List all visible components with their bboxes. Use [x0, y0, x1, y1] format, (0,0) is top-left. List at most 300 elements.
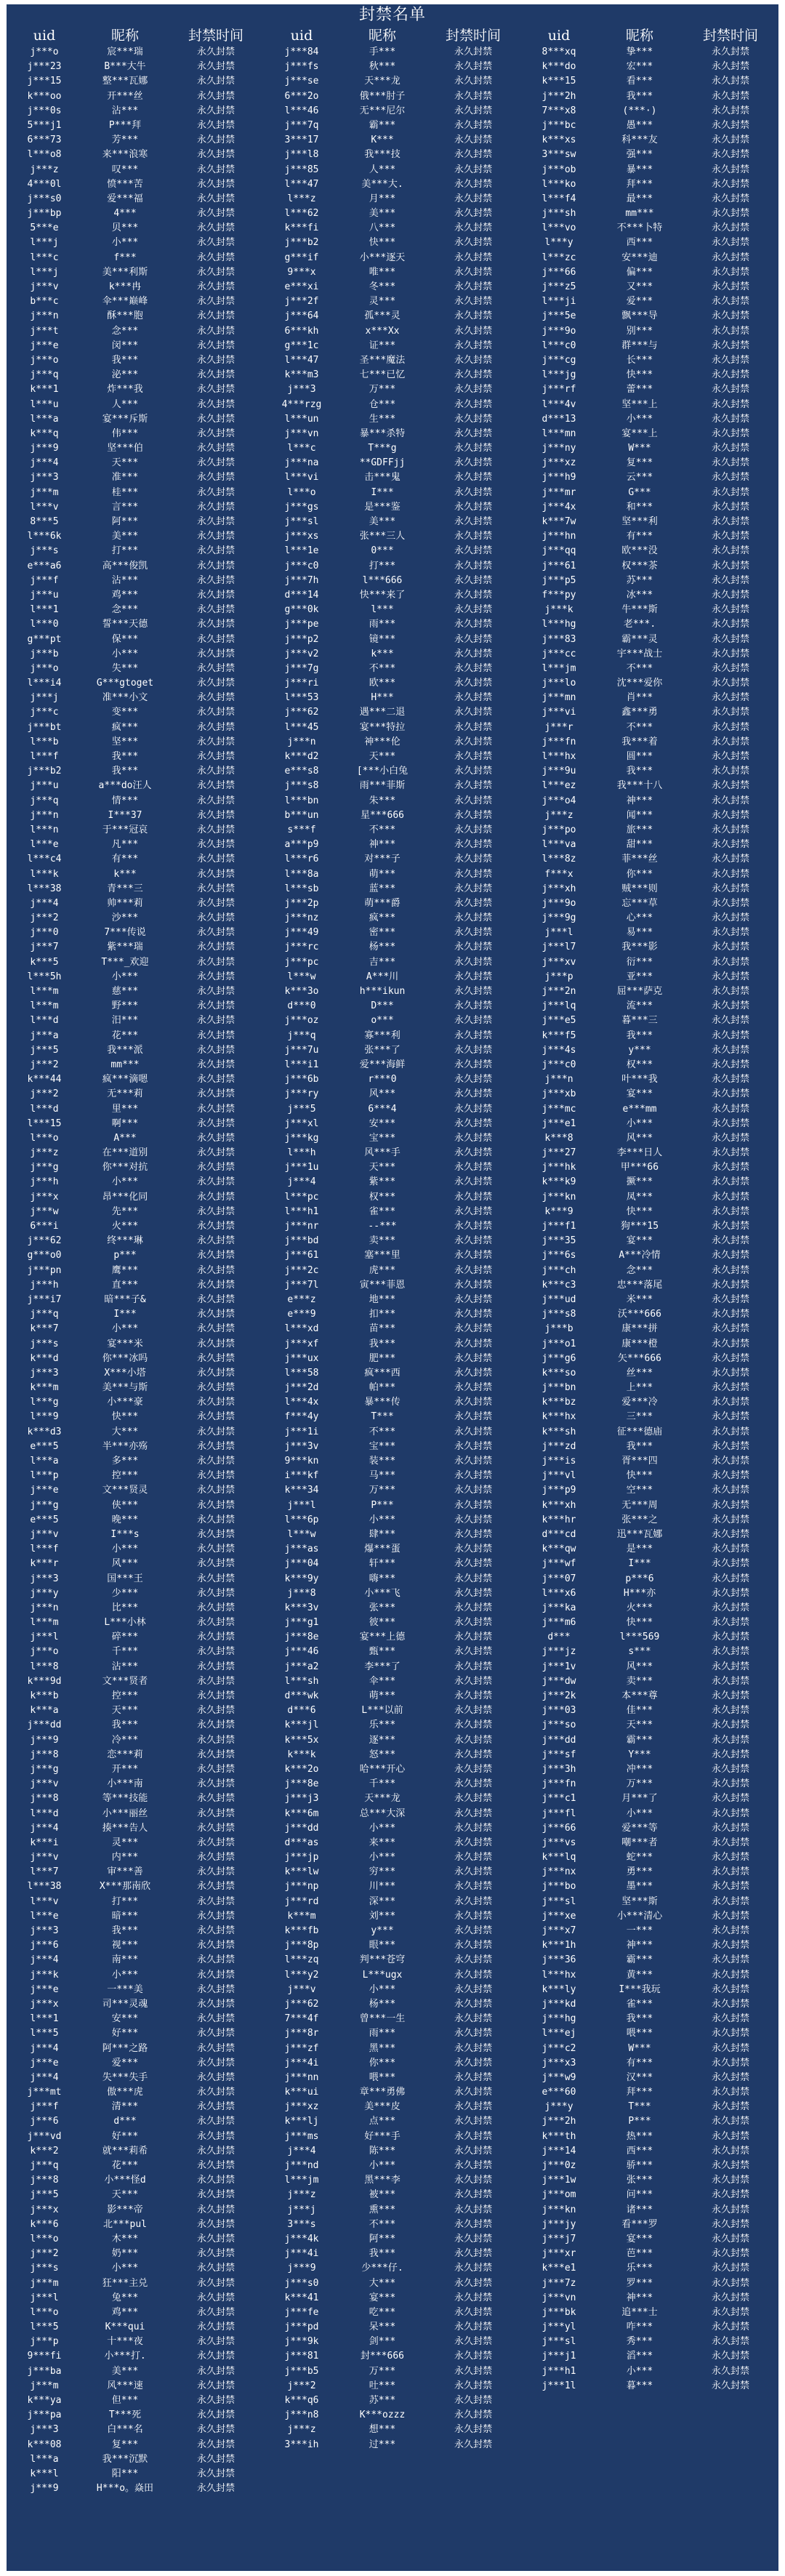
table-row	[264, 1498, 521, 1513]
table-row	[7, 294, 264, 309]
row-uid: j***5	[30, 1044, 59, 1056]
row-nickname: 欧***没	[621, 545, 658, 557]
table-row	[264, 1630, 521, 1645]
table-row	[521, 1762, 778, 1777]
row-nickname: 火***	[111, 1221, 139, 1232]
row-nickname: 证***	[369, 340, 396, 351]
row-nickname: 点***	[369, 2116, 396, 2127]
row-ban-time: 永久封禁	[196, 1132, 235, 1144]
row-ban-time: 永久封禁	[196, 809, 235, 821]
table-row	[7, 412, 264, 427]
row-uid: j***hn	[542, 531, 576, 542]
row-uid: j***7q	[284, 119, 319, 131]
table-row	[7, 2144, 264, 2159]
row-nickname: 小***	[111, 1544, 139, 1555]
row-nickname: 有***	[626, 2057, 653, 2069]
row-uid: 4***rzg	[281, 398, 322, 410]
table-row	[7, 1850, 264, 1865]
row-uid: j***l8	[284, 149, 319, 161]
row-uid: j***4	[30, 1954, 59, 1966]
row-uid: 8***xq	[542, 47, 576, 57]
table-row	[264, 2423, 521, 2437]
row-uid: j***r	[544, 721, 573, 733]
table-row	[7, 1630, 264, 1645]
row-nickname: 扣***	[369, 1309, 396, 1320]
row-ban-time: 永久封禁	[454, 1528, 492, 1540]
row-uid: j***mr	[542, 486, 576, 498]
row-uid: j***2d	[284, 1382, 319, 1394]
ban-column-3	[521, 26, 778, 2571]
row-uid: k***bz	[542, 1397, 576, 1408]
row-ban-time: 永久封禁	[454, 824, 492, 835]
table-row	[521, 676, 778, 691]
table-row	[264, 2188, 521, 2202]
row-ban-time: 永久封禁	[196, 135, 235, 146]
table-row	[264, 1850, 521, 1865]
table-row	[7, 970, 264, 984]
row-uid: j***g	[30, 1162, 59, 1173]
row-ban-time: 永久封禁	[711, 486, 749, 498]
row-nickname: 芭***	[626, 2248, 653, 2260]
row-nickname: 坚***伯	[107, 443, 143, 454]
table-row	[264, 1938, 521, 1953]
row-ban-time: 永久封禁	[454, 780, 492, 792]
row-nickname: 哈***开心	[359, 1763, 406, 1775]
row-uid: j***b	[30, 648, 59, 659]
row-uid: j***ux	[284, 1352, 319, 1364]
table-row	[521, 1205, 778, 1219]
table-row	[264, 588, 521, 603]
table-row	[521, 353, 778, 368]
row-nickname: 强***	[626, 149, 653, 161]
row-uid: j***ob	[542, 164, 576, 175]
row-uid: k***jl	[284, 1720, 319, 1731]
table-row	[7, 1601, 264, 1616]
table-row	[264, 852, 521, 867]
row-uid: j***2n	[542, 986, 576, 997]
table-row	[521, 2085, 778, 2100]
row-nickname: 整***瓦娜	[102, 76, 148, 87]
table-row	[521, 1425, 778, 1440]
row-ban-time: 永久封禁	[711, 545, 749, 557]
row-ban-time: 永久封禁	[711, 1998, 749, 2010]
row-nickname: 暮***三	[621, 1015, 658, 1027]
table-row	[521, 896, 778, 911]
row-uid: l***ej	[542, 2028, 576, 2039]
table-row	[264, 104, 521, 119]
row-uid: j***f1	[542, 1221, 576, 1232]
row-nickname: 卖***	[626, 1675, 653, 1687]
row-ban-time: 永久封禁	[196, 795, 235, 806]
table-row	[264, 486, 521, 500]
table-row	[521, 74, 778, 89]
row-uid: j***sl	[284, 516, 319, 527]
row-uid: l***v	[30, 1895, 59, 1907]
row-ban-time: 永久封禁	[711, 897, 749, 909]
row-nickname: A***冷情	[619, 1250, 661, 1261]
row-uid: l***hx	[542, 751, 576, 762]
row-uid: k***m	[30, 1382, 59, 1394]
row-nickname: 帕***	[369, 1382, 396, 1394]
row-ban-time: 永久封禁	[454, 1690, 492, 1701]
row-uid: l***j	[30, 266, 59, 278]
row-nickname: h***ikun	[359, 986, 406, 997]
table-row	[7, 1968, 264, 1983]
row-ban-time: 永久封禁	[196, 1881, 235, 1893]
row-ban-time: 永久封禁	[196, 90, 235, 102]
table-row	[521, 926, 778, 940]
row-nickname: T***g	[368, 443, 397, 454]
row-uid: j***t	[30, 325, 59, 337]
row-nickname: 冲***	[626, 1763, 653, 1775]
row-nickname: 小***	[369, 2160, 396, 2171]
table-row	[7, 1219, 264, 1234]
row-ban-time: 永久封禁	[196, 897, 235, 909]
row-nickname: 汨***	[111, 1015, 139, 1027]
row-nickname: 鹰***	[111, 1264, 139, 1276]
table-row	[264, 1454, 521, 1469]
row-uid: j***z5	[542, 281, 576, 292]
row-uid: l***58	[284, 1367, 319, 1379]
table-row	[521, 2276, 778, 2291]
row-nickname: 花***	[111, 1030, 139, 1041]
table-row	[264, 1674, 521, 1689]
row-uid: d***14	[284, 589, 319, 601]
table-row	[7, 1058, 264, 1072]
row-uid: j***xr	[542, 2248, 576, 2260]
row-ban-time: 永久封禁	[196, 1514, 235, 1525]
row-ban-time: 永久封禁	[454, 119, 492, 131]
row-ban-time: 永久封禁	[711, 1015, 749, 1027]
row-uid: l***y	[544, 237, 573, 249]
row-nickname: 暗***子&	[104, 1293, 146, 1305]
row-nickname: 咋***	[626, 2322, 653, 2333]
row-nickname: 胥***四	[621, 1456, 658, 1466]
row-uid: j***hg	[542, 2013, 576, 2025]
table-row	[264, 1366, 521, 1381]
table-row	[264, 808, 521, 823]
table-row	[264, 192, 521, 206]
table-row	[7, 676, 264, 691]
row-nickname: 小***	[369, 1983, 396, 1995]
table-row	[264, 633, 521, 647]
row-uid: l***15	[27, 1118, 62, 1129]
row-ban-time: 永久封禁	[711, 1323, 749, 1335]
row-nickname: 念***	[111, 325, 139, 337]
row-nickname: I***	[371, 486, 394, 498]
row-ban-time: 永久封禁	[196, 2306, 235, 2318]
row-ban-time: 永久封禁	[196, 1895, 235, 1907]
row-nickname: 甲***66	[620, 1162, 659, 1173]
table-row	[7, 1586, 264, 1601]
table-row	[264, 1278, 521, 1293]
row-uid: j***46	[284, 1646, 319, 1658]
row-nickname: k***	[371, 648, 394, 659]
table-row	[7, 662, 264, 676]
row-uid: 3***s	[287, 2218, 316, 2230]
row-nickname: 小***	[111, 2263, 139, 2274]
table-row	[7, 500, 264, 515]
row-uid: j***b2	[27, 766, 62, 777]
row-nickname: G***gtoget	[96, 678, 154, 689]
row-uid: j***9k	[284, 2336, 319, 2348]
row-uid: l***5	[30, 2028, 59, 2039]
row-ban-time: 永久封禁	[454, 1661, 492, 1672]
table-row	[521, 2012, 778, 2026]
row-nickname: 群***与	[621, 340, 658, 351]
row-uid: j***h	[30, 1176, 59, 1188]
row-nickname: T***	[628, 2101, 651, 2113]
table-row	[7, 1131, 264, 1146]
row-ban-time: 永久封禁	[454, 2395, 492, 2406]
table-row	[521, 721, 778, 735]
row-uid: j***83	[542, 633, 576, 645]
row-nickname: 开***	[111, 1763, 139, 1775]
row-nickname: 挚***	[626, 47, 653, 57]
row-uid: d***cd	[542, 1528, 576, 1540]
row-ban-time: 永久封禁	[711, 2380, 749, 2391]
row-uid: j***dw	[542, 1675, 576, 1687]
row-ban-time: 永久封禁	[711, 736, 749, 747]
row-ban-time: 永久封禁	[454, 1925, 492, 1936]
row-uid: l***sb	[284, 883, 319, 894]
row-nickname: 喂***	[626, 2028, 653, 2039]
row-ban-time: 永久封禁	[196, 942, 235, 953]
row-uid: j***8	[30, 2175, 59, 2186]
row-ban-time: 永久封禁	[711, 1983, 749, 1995]
row-nickname: 空***	[626, 1485, 653, 1496]
table-row	[264, 882, 521, 896]
table-row	[521, 2056, 778, 2071]
row-ban-time: 永久封禁	[711, 149, 749, 161]
table-row	[521, 1131, 778, 1146]
row-ban-time: 永久封禁	[454, 912, 492, 924]
row-nickname: 小***	[111, 1176, 139, 1188]
row-ban-time: 永久封禁	[196, 61, 235, 73]
row-uid: j***0z	[542, 2160, 576, 2171]
table-row	[7, 309, 264, 324]
table-row	[7, 89, 264, 104]
table-row	[264, 2144, 521, 2159]
row-ban-time: 永久封禁	[711, 252, 749, 263]
row-nickname: 好***手	[364, 2130, 400, 2142]
table-row	[521, 705, 778, 720]
table-row	[264, 940, 521, 955]
table-row	[521, 1733, 778, 1748]
table-row	[264, 1029, 521, 1043]
row-nickname: 穷***	[369, 1866, 396, 1878]
row-nickname: 忘***草	[621, 897, 658, 909]
row-ban-time: 永久封禁	[711, 1690, 749, 1701]
row-uid: j***j1	[542, 2351, 576, 2362]
table-row	[264, 1718, 521, 1733]
row-ban-time: 永久封禁	[454, 193, 492, 204]
row-nickname: **GDFFjj	[359, 457, 406, 469]
row-nickname: 苗***	[369, 1323, 396, 1335]
row-nickname: 宴***斥斯	[102, 413, 148, 425]
row-uid: l***38	[27, 1881, 62, 1893]
row-ban-time: 永久封禁	[196, 648, 235, 659]
row-uid: g***if	[284, 252, 319, 263]
row-uid: j***3h	[542, 1763, 576, 1775]
row-uid: 3***17	[284, 135, 319, 146]
row-ban-time: 永久封禁	[196, 486, 235, 498]
row-ban-time: 永久封禁	[196, 2087, 235, 2098]
row-uid: j***na	[284, 457, 319, 469]
row-nickname: 宝***	[369, 1132, 396, 1144]
row-uid: j***se	[284, 76, 319, 87]
row-uid: j***9	[287, 2263, 316, 2274]
table-row	[264, 970, 521, 984]
row-uid: l***hg	[542, 619, 576, 630]
row-nickname: 封***666	[361, 2351, 404, 2362]
row-nickname: 乐***	[369, 1720, 396, 1731]
row-uid: l***e	[30, 839, 59, 851]
row-nickname: 宴***	[369, 2292, 396, 2303]
row-nickname: 撅***	[626, 1176, 653, 1188]
table-row	[264, 1586, 521, 1601]
row-ban-time: 永久封禁	[196, 1147, 235, 1159]
table-row	[521, 2159, 778, 2173]
row-uid: j***x	[30, 1998, 59, 2010]
row-nickname: 虎***	[369, 1264, 396, 1276]
row-nickname: 手***	[369, 47, 396, 57]
row-ban-time: 永久封禁	[196, 398, 235, 410]
table-row	[264, 1190, 521, 1205]
row-ban-time: 永久封禁	[454, 164, 492, 175]
row-uid: j***2	[30, 1088, 59, 1100]
row-ban-time: 永久封禁	[454, 868, 492, 880]
row-ban-time: 永久封禁	[196, 1587, 235, 1599]
table-row	[7, 2130, 264, 2144]
table-row	[521, 1748, 778, 1762]
row-nickname: 彼***	[369, 1617, 396, 1629]
table-row	[7, 1014, 264, 1028]
row-nickname: 川***	[369, 1881, 396, 1893]
row-uid: j***4	[30, 897, 59, 909]
row-ban-time: 永久封禁	[196, 1456, 235, 1466]
row-nickname: 爱***福	[107, 193, 143, 204]
row-ban-time: 永久封禁	[196, 237, 235, 249]
row-nickname: 等***技能	[102, 1793, 148, 1805]
row-nickname: 0***	[371, 545, 394, 557]
row-nickname: 风***	[111, 1558, 139, 1570]
table-row	[521, 911, 778, 926]
row-ban-time: 永久封禁	[711, 1910, 749, 1922]
row-uid: j***6	[30, 1940, 59, 1951]
row-nickname: 我***	[111, 1925, 139, 1936]
row-nickname: 誓***天德	[102, 619, 148, 630]
row-uid: j***s0	[284, 2277, 319, 2289]
row-uid: j***h1	[542, 2365, 576, 2377]
row-uid: j***8e	[284, 1778, 319, 1790]
row-ban-time: 永久封禁	[711, 354, 749, 366]
row-uid: l***45	[284, 721, 319, 733]
table-row	[264, 221, 521, 236]
row-ban-time: 永久封禁	[454, 1940, 492, 1951]
table-row	[7, 1366, 264, 1381]
table-row	[521, 779, 778, 793]
row-nickname: 灵***	[111, 1837, 139, 1848]
row-uid: j***o	[30, 47, 59, 57]
table-row	[521, 294, 778, 309]
row-nickname: 不***	[626, 662, 653, 674]
row-uid: l***1	[30, 2013, 59, 2025]
table-row	[521, 603, 778, 617]
row-uid: l***va	[542, 839, 576, 851]
row-ban-time: 永久封禁	[711, 560, 749, 571]
row-ban-time: 永久封禁	[196, 2410, 235, 2421]
row-uid: j***cc	[542, 648, 576, 659]
table-row	[7, 1498, 264, 1513]
row-nickname: 安***	[369, 1118, 396, 1129]
row-uid: j***jy	[542, 2218, 576, 2230]
ban-column-2	[264, 26, 521, 2571]
row-nickname: 科***友	[621, 135, 658, 146]
row-ban-time: 永久封禁	[454, 1293, 492, 1305]
row-ban-time: 永久封禁	[196, 883, 235, 894]
row-nickname: 月***了	[621, 1793, 658, 1805]
table-row	[264, 1264, 521, 1278]
row-uid: j***3v	[284, 1440, 319, 1452]
table-row	[264, 2349, 521, 2364]
table-row	[264, 705, 521, 720]
table-row	[264, 750, 521, 764]
row-uid: j***h	[30, 1279, 59, 1291]
row-uid: j***c0	[542, 1059, 576, 1070]
table-row	[521, 1469, 778, 1483]
row-ban-time: 永久封禁	[454, 942, 492, 953]
table-row	[7, 2042, 264, 2056]
row-uid: j***p5	[542, 574, 576, 586]
row-uid: l***w	[287, 1528, 316, 1540]
row-uid: j***sh	[542, 208, 576, 220]
row-uid: j***x	[30, 2204, 59, 2215]
row-uid: j***j	[30, 692, 59, 704]
row-nickname: 雀***	[369, 1205, 396, 1217]
row-ban-time: 永久封禁	[196, 457, 235, 469]
row-uid: j***qq	[542, 545, 576, 557]
row-nickname: 剑***	[369, 2336, 396, 2348]
table-row	[264, 89, 521, 104]
row-nickname: 宴***	[626, 2233, 653, 2244]
table-row	[521, 544, 778, 558]
row-nickname: 遇***二退	[359, 707, 406, 718]
table-row	[521, 1278, 778, 1293]
table-row	[521, 2188, 778, 2202]
row-uid: l***53	[284, 692, 319, 704]
row-ban-time: 永久封禁	[454, 1705, 492, 1717]
table-row	[521, 441, 778, 456]
column-header	[7, 26, 264, 45]
row-ban-time: 永久封禁	[454, 354, 492, 366]
row-nickname: I***37	[108, 809, 142, 821]
row-ban-time: 永久封禁	[196, 1734, 235, 1746]
row-nickname: 萌***爵	[364, 897, 400, 909]
row-nickname: 菲***丝	[621, 854, 658, 865]
table-row	[7, 177, 264, 192]
row-ban-time: 永久封禁	[711, 2351, 749, 2362]
row-nickname: 无***莉	[107, 1088, 143, 1100]
row-ban-time: 永久封禁	[454, 1514, 492, 1525]
row-nickname: 冰***	[626, 589, 653, 601]
row-uid: j***rf	[542, 384, 576, 396]
row-ban-time: 永久封禁	[454, 2233, 492, 2244]
row-nickname: 爱***海鲜	[359, 1059, 406, 1070]
row-nickname: 我***	[369, 1338, 396, 1349]
row-ban-time: 永久封禁	[196, 1235, 235, 1247]
row-nickname: 紫***瑞	[107, 942, 143, 953]
